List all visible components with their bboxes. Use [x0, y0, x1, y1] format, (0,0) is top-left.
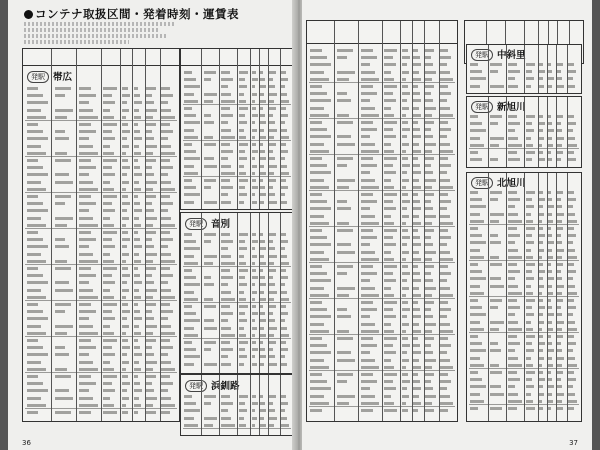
column-rule — [250, 213, 251, 373]
column-rule — [280, 49, 281, 209]
timetable-continued — [180, 48, 294, 210]
column-rule — [538, 173, 539, 421]
left-page — [8, 0, 296, 450]
column-rule — [76, 49, 77, 421]
column-rule — [538, 45, 539, 93]
station-name: 帯広 — [53, 72, 73, 83]
column-rule — [506, 173, 507, 421]
column-rule — [237, 213, 238, 373]
column-rule — [201, 49, 202, 209]
page-title-text: コンテナ取扱区間・発着時刻・運賃表 — [35, 7, 239, 21]
column-rule — [132, 49, 133, 421]
column-rule — [556, 173, 557, 421]
header-notes — [24, 22, 174, 46]
column-rule — [488, 173, 489, 421]
page-number-right: 37 — [569, 439, 578, 447]
column-rule — [237, 49, 238, 209]
column-rule — [201, 375, 202, 435]
column-rule — [567, 97, 568, 167]
departure-tag: 発駅 — [471, 49, 493, 61]
column-rule — [280, 213, 281, 373]
timetable-right-main — [306, 20, 458, 422]
column-rule — [567, 173, 568, 421]
column-rule — [219, 213, 220, 373]
column-rule — [524, 97, 525, 167]
column-rule — [334, 21, 335, 421]
column-rule — [488, 45, 489, 93]
bullet-icon — [24, 10, 33, 19]
column-rule — [219, 375, 220, 435]
column-rule — [524, 45, 525, 93]
column-rule — [400, 21, 401, 421]
station-label-obihiro — [27, 69, 72, 81]
column-rule — [268, 213, 269, 373]
station-name: 新旭川 — [497, 102, 526, 113]
column-rule — [439, 21, 440, 421]
column-rule — [506, 45, 507, 93]
column-rule — [160, 49, 161, 421]
column-rule — [120, 49, 121, 421]
column-rule — [556, 97, 557, 167]
timetable-hamakushiro — [180, 374, 294, 436]
column-rule — [268, 49, 269, 209]
column-rule — [547, 45, 548, 93]
column-rule — [488, 97, 489, 167]
column-rule — [259, 49, 260, 209]
column-rule — [382, 21, 383, 421]
station-label-otofuke — [185, 216, 230, 228]
timetable-kitaasahikawa — [466, 172, 582, 422]
column-rule — [506, 97, 507, 167]
timetable-nakasakanno — [466, 44, 582, 94]
column-rule — [101, 49, 102, 421]
column-rule — [250, 49, 251, 209]
right-page — [302, 0, 592, 450]
station-name: 中斜里 — [497, 50, 526, 61]
station-label-nakasakanno — [471, 47, 526, 59]
column-rule — [547, 173, 548, 421]
column-rule — [250, 375, 251, 435]
column-rule — [259, 375, 260, 435]
departure-tag: 発駅 — [185, 218, 207, 230]
station-name: 北旭川 — [497, 178, 526, 189]
column-rule — [259, 213, 260, 373]
timetable-otofuke — [180, 212, 294, 374]
station-label-kitaasahikawa — [471, 175, 526, 187]
column-rule — [201, 213, 202, 373]
column-rule — [524, 173, 525, 421]
station-label-shinasahikawa — [471, 99, 526, 111]
column-rule — [237, 375, 238, 435]
column-rule — [412, 21, 413, 421]
station-name: 音別 — [211, 219, 231, 230]
column-rule — [51, 49, 52, 421]
departure-tag: 発駅 — [471, 177, 493, 189]
column-rule — [556, 45, 557, 93]
column-rule — [145, 49, 146, 421]
timetable-obihiro — [22, 48, 180, 422]
station-label-hamakushiro — [185, 378, 240, 390]
column-rule — [358, 21, 359, 421]
column-rule — [424, 21, 425, 421]
station-name: 浜釧路 — [211, 381, 240, 392]
column-rule — [538, 97, 539, 167]
column-rule — [268, 375, 269, 435]
timetable-shinasahikawa — [466, 96, 582, 168]
departure-tag: 発駅 — [471, 101, 493, 113]
departure-tag: 発駅 — [185, 380, 207, 392]
page-number-left: 36 — [22, 439, 31, 447]
column-rule — [219, 49, 220, 209]
column-rule — [280, 375, 281, 435]
departure-tag: 発駅 — [27, 71, 49, 83]
page-title — [24, 6, 239, 22]
column-rule — [567, 45, 568, 93]
column-rule — [547, 97, 548, 167]
